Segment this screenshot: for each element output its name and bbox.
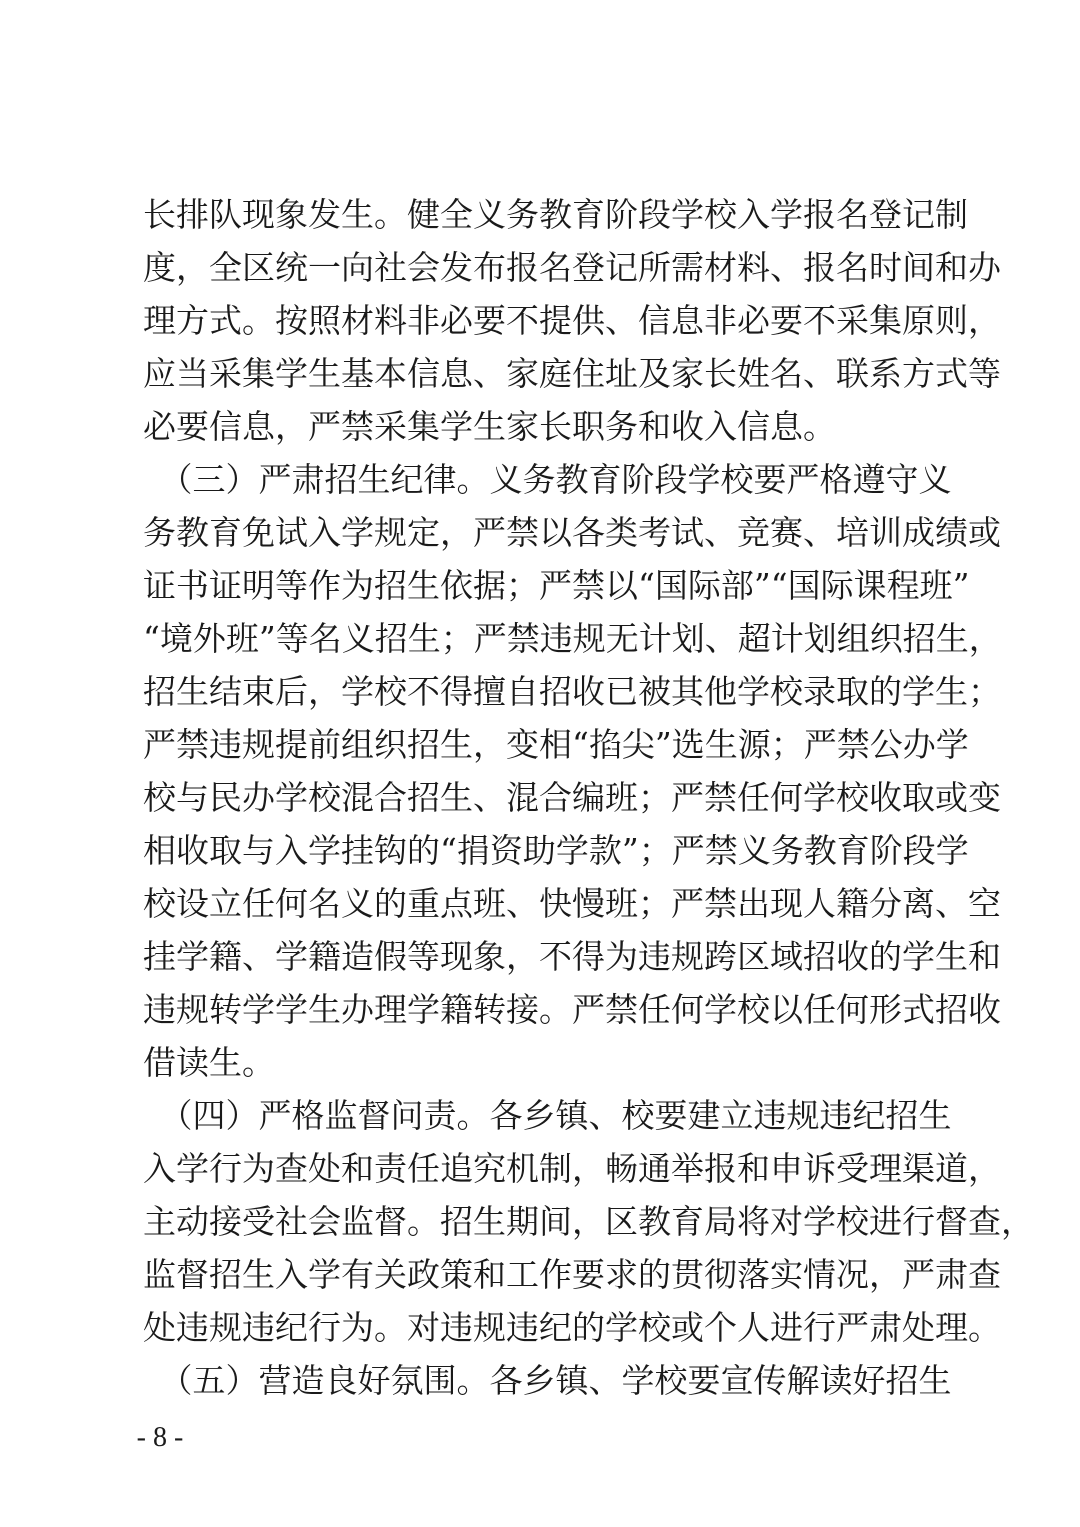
text-line: （四）严格监督问责。各乡镇、校要建立违规违纪招生 [143,1096,952,1135]
text-line: 监督招生入学有关政策和工作要求的贯彻落实情况，严肃查 [143,1255,1001,1294]
text-line: 长排队现象发生。健全义务教育阶段学校入学报名登记制 [143,195,968,234]
text-line: 招生结束后，学校不得擅自招收已被其他学校录取的学生； [143,672,1001,711]
text-line: 校设立任何名义的重点班、快慢班；严禁出现人籍分离、空 [143,884,1001,923]
text-line: （三）严肃招生纪律。义务教育阶段学校要严格遵守义 [143,460,952,499]
text-line: 校与民办学校混合招生、混合编班；严禁任何学校收取或变 [143,778,1001,817]
text-line: 相收取与入学挂钩的“捐资助学款”；严禁义务教育阶段学 [143,831,969,870]
page-number: - 8 - [136,1422,184,1453]
text-line: “境外班”等名义招生；严禁违规无计划、超计划组织招生， [143,619,1002,658]
text-line: 理方式。按照材料非必要不提供、信息非必要不采集原则， [143,301,1001,340]
text-line: 主动接受社会监督。招生期间，区教育局将对学校进行督查， [143,1202,1034,1241]
text-line: 务教育免试入学规定，严禁以各类考试、竞赛、培训成绩或 [143,513,1001,552]
text-line: 度，全区统一向社会发布报名登记所需材料、报名时间和办 [143,248,1001,287]
text-line: 必要信息，严禁采集学生家长职务和收入信息。 [143,407,836,446]
text-line: 违规转学学生办理学籍转接。严禁任何学校以任何形式招收 [143,990,1001,1029]
text-line: 入学行为查处和责任追究机制，畅通举报和申诉受理渠道， [143,1149,1001,1188]
text-line: 应当采集学生基本信息、家庭住址及家长姓名、联系方式等 [143,354,1001,393]
text-line: 借读生。 [143,1043,275,1082]
text-line: 处违规违纪行为。对违规违纪的学校或个人进行严肃处理。 [143,1308,1001,1347]
body-text [143,188,1034,1407]
text-line: （五）营造良好氛围。各乡镇、学校要宣传解读好招生 [143,1361,952,1400]
text-line: 证书证明等作为招生依据；严禁以“国际部”“国际课程班” [143,566,970,605]
text-line: 挂学籍、学籍造假等现象，不得为违规跨区域招收的学生和 [143,937,1001,976]
text-line: 严禁违规提前组织招生，变相“掐尖”选生源；严禁公办学 [143,725,969,764]
